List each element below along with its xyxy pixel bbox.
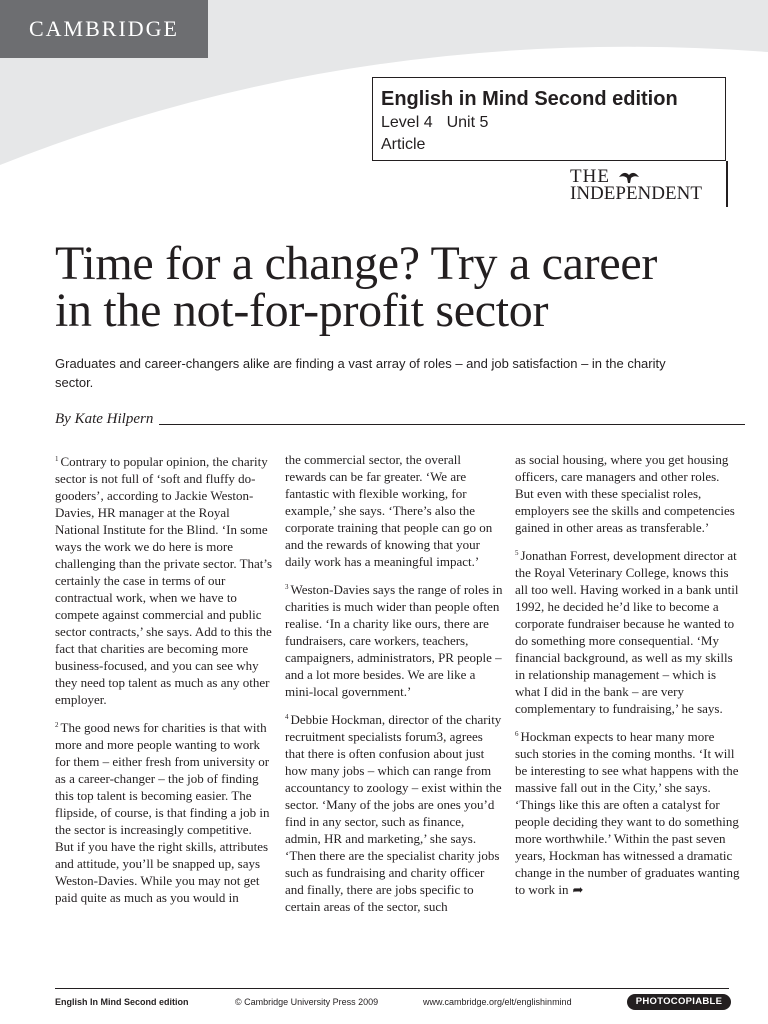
footer-url: www.cambridge.org/elt/englishinmind: [423, 997, 572, 1007]
paragraph: [55, 717, 273, 906]
paragraph-text: Jonathan Forrest, development director at the Royal Veterinary College, knows this all too well. Having worked in a bank until 1992, he decided he’d like to become a corporate fundraiser because he wanted to do something more consequential. ‘My financial background, as well as my skills in relationship management – which is what I did in the bank – are very complementary to fundraising,’ he says.: [515, 548, 739, 716]
paragraph-number: 2: [55, 721, 59, 729]
logo-the: THE: [570, 166, 610, 187]
page-footer: [55, 994, 731, 1010]
paragraph: [55, 451, 273, 708]
paragraph: [515, 545, 741, 717]
arrow-right-icon: ➦: [572, 882, 584, 897]
paragraph-text: the commercial sector, the overall rewards can be far greater. ‘We are fantastic with flexible working, for example,’ she says. ‘There’s also the corporate training that people can go on and the rewards of knowing that your daily work has a meaningful impact.’: [285, 452, 493, 569]
paragraph: [285, 709, 503, 915]
paragraph-number: 5: [515, 549, 519, 557]
paragraph: [515, 451, 741, 536]
footer-rule: [55, 988, 729, 989]
headline-line-2: in the not-for-profit sector: [55, 284, 549, 337]
footer-copyright: © Cambridge University Press 2009: [235, 997, 379, 1007]
article-headline: [55, 237, 745, 337]
paragraph: [285, 579, 503, 700]
paragraph: [515, 726, 741, 898]
author-name: By Kate Hilpern: [55, 411, 154, 427]
paragraph-text: The good news for charities is that with more and more people wanting to work for them – either fresh from university or as a career-changer – the job of finding this top talent is becoming easier. The flipside, of course, is that finding a job in the sector is increasingly competitive. But if you have the right skills, attributes and attitude, you’ll be snapped up, says Weston-Davies. While you may not get paid quite as much as you would in: [55, 720, 270, 905]
paragraph-text: as social housing, where you get housing officers, care managers and other roles. But even with these specialist roles, employers see the skills and competencies gained in other areas as transferable.’: [515, 452, 735, 535]
paragraph: [285, 451, 503, 570]
paragraph-number: 1: [55, 455, 59, 463]
article-column-1: [55, 451, 273, 981]
byline-rule: [159, 424, 745, 425]
paragraph-text: Debbie Hockman, director of the charity recruitment specialists forum3, agrees that there is often confusion about just how many jobs – which can range from accountancy to zoology – exist within the sector. ‘Many of the jobs are ones you’d find in any sector, such as finance, admin, HR and marketing,’ she says. ‘Then there are the specialist charity jobs such as fundraising and charity officer and finally, there are jobs specific to certain areas of the sector, such: [285, 712, 502, 914]
level-unit-line: [381, 112, 725, 134]
eagle-icon: [618, 168, 640, 184]
paragraph-text: Weston-Davies says the range of roles in charities is much wider than people often realise. ‘In a charity like ours, there are fundraisers, care workers, teachers, campaigners, administrators, PR people – and a lot more besides. We are like a mini-local government.’: [285, 582, 503, 699]
paragraph-number: 3: [285, 583, 289, 591]
paragraph-number: 6: [515, 730, 519, 738]
brand-name: CAMBRIDGE: [28, 16, 179, 41]
photocopiable-badge: PHOTOCOPIABLE: [627, 994, 731, 1010]
logo-independent: INDEPENDENT: [570, 183, 702, 204]
article-column-3: [515, 451, 741, 981]
article-column-2: [285, 451, 503, 981]
paragraph-text: Hockman expects to hear many more such stories in the coming months. ‘It will be interesting to see what happens with the massive fall out in the City,’ she says. ‘Things like this are often a catalyst for people deciding they want to do something more worthwhile.’ Within the past seven years, Hockman has witnessed a dramatic change in the number of graduates wanting to work in: [515, 729, 740, 897]
footer-edition: English In Mind Second edition: [55, 997, 189, 1007]
series-title: English in Mind Second edition: [381, 88, 678, 110]
article-standfirst: Graduates and career-changers alike are finding a vast array of roles – and job satisfaction – in the charity sector.: [55, 356, 666, 390]
the-independent-logo: [570, 168, 720, 202]
level-label: Level 4: [381, 114, 433, 131]
headline-line-1: Time for a change? Try a career: [55, 237, 658, 290]
course-info-box: [372, 77, 726, 161]
cambridge-logo: [0, 0, 208, 58]
info-box-rule: [726, 161, 728, 207]
paragraph-number: 4: [285, 713, 289, 721]
paragraph-text: Contrary to popular opinion, the charity sector is not full of ‘soft and fluffy do-gooders’, according to Jackie Weston-Davies, HR manager at the Royal National Institute for the Blind. ‘In some ways the work we do here is more challenging than the private sector. That’s certainly the case in terms of our contractual work, when we have to compete against commercial and public sector contracts,’ she says. Add to this the fact that charities are becoming more business-focused, and you can see why they need top talent as much as any other employer.: [55, 454, 273, 707]
content-type: Article: [381, 136, 426, 153]
byline: [55, 410, 745, 428]
unit-label: Unit 5: [446, 114, 489, 131]
